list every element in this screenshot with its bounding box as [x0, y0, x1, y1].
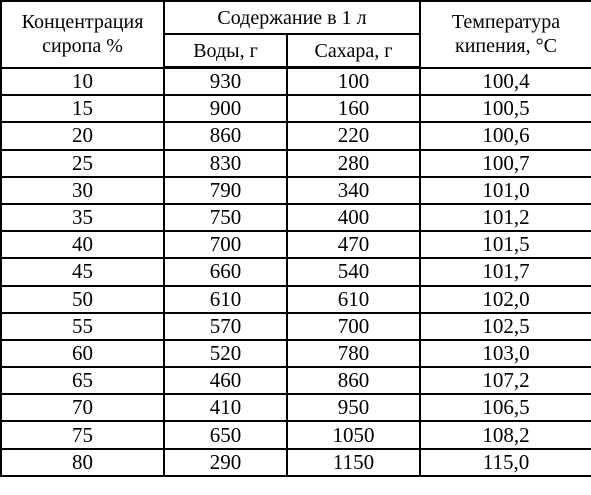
cell-temperature: 115,0: [420, 449, 591, 476]
header-temperature: Температура кипения, °С: [420, 1, 591, 68]
table-row: [1, 68, 591, 96]
cell-sugar: 160: [287, 95, 420, 122]
header-row-top: [1, 1, 591, 34]
cell-sugar: 700: [287, 313, 420, 340]
cell-water: 790: [164, 177, 287, 204]
cell-sugar: 220: [287, 122, 420, 149]
table-row: [1, 421, 591, 448]
table-row: [1, 95, 591, 122]
cell-temperature: 101,2: [420, 204, 591, 231]
cell-sugar: 610: [287, 286, 420, 313]
header-concentration: Концентрация сиропа %: [1, 1, 164, 68]
cell-concentration: 25: [1, 150, 164, 177]
cell-concentration: 15: [1, 95, 164, 122]
cell-temperature: 102,5: [420, 313, 591, 340]
cell-concentration: 50: [1, 286, 164, 313]
cell-sugar: 540: [287, 258, 420, 285]
cell-water: 660: [164, 258, 287, 285]
cell-water: 900: [164, 95, 287, 122]
table-row: [1, 340, 591, 367]
cell-concentration: 20: [1, 122, 164, 149]
cell-sugar: 860: [287, 367, 420, 394]
table-row: [1, 122, 591, 149]
cell-temperature: 100,7: [420, 150, 591, 177]
cell-concentration: 55: [1, 313, 164, 340]
cell-water: 290: [164, 449, 287, 476]
cell-temperature: 100,4: [420, 68, 591, 96]
cell-concentration: 65: [1, 367, 164, 394]
cell-temperature: 101,7: [420, 258, 591, 285]
cell-temperature: 100,5: [420, 95, 591, 122]
cell-water: 410: [164, 394, 287, 421]
cell-water: 570: [164, 313, 287, 340]
cell-temperature: 103,0: [420, 340, 591, 367]
cell-water: 930: [164, 68, 287, 96]
table-row: [1, 367, 591, 394]
cell-water: 700: [164, 231, 287, 258]
cell-sugar: 1150: [287, 449, 420, 476]
header-water: Воды, г: [164, 34, 287, 68]
table-row: [1, 150, 591, 177]
cell-concentration: 30: [1, 177, 164, 204]
table-row: [1, 177, 591, 204]
table-row: [1, 231, 591, 258]
cell-temperature: 106,5: [420, 394, 591, 421]
cell-sugar: 950: [287, 394, 420, 421]
cell-water: 650: [164, 421, 287, 448]
cell-temperature: 101,5: [420, 231, 591, 258]
cell-concentration: 80: [1, 449, 164, 476]
cell-sugar: 280: [287, 150, 420, 177]
table-row: [1, 286, 591, 313]
header-sugar: Сахара, г: [287, 34, 420, 68]
cell-temperature: 108,2: [420, 421, 591, 448]
cell-sugar: 340: [287, 177, 420, 204]
cell-temperature: 102,0: [420, 286, 591, 313]
table-row: [1, 449, 591, 476]
cell-sugar: 470: [287, 231, 420, 258]
cell-concentration: 70: [1, 394, 164, 421]
cell-water: 830: [164, 150, 287, 177]
cell-concentration: 10: [1, 68, 164, 96]
header-content-group: Содержание в 1 л: [164, 1, 420, 34]
table-header: [1, 1, 591, 68]
cell-water: 460: [164, 367, 287, 394]
cell-temperature: 101,0: [420, 177, 591, 204]
table-row: [1, 204, 591, 231]
cell-sugar: 780: [287, 340, 420, 367]
cell-concentration: 45: [1, 258, 164, 285]
cell-water: 610: [164, 286, 287, 313]
cell-concentration: 40: [1, 231, 164, 258]
cell-temperature: 100,6: [420, 122, 591, 149]
cell-concentration: 75: [1, 421, 164, 448]
table-row: [1, 313, 591, 340]
cell-temperature: 107,2: [420, 367, 591, 394]
table-body: [1, 68, 591, 476]
cell-concentration: 35: [1, 204, 164, 231]
cell-sugar: 400: [287, 204, 420, 231]
cell-water: 750: [164, 204, 287, 231]
cell-water: 860: [164, 122, 287, 149]
table-row: [1, 258, 591, 285]
cell-concentration: 60: [1, 340, 164, 367]
cell-sugar: 100: [287, 68, 420, 96]
table-row: [1, 394, 591, 421]
cell-water: 520: [164, 340, 287, 367]
cell-sugar: 1050: [287, 421, 420, 448]
